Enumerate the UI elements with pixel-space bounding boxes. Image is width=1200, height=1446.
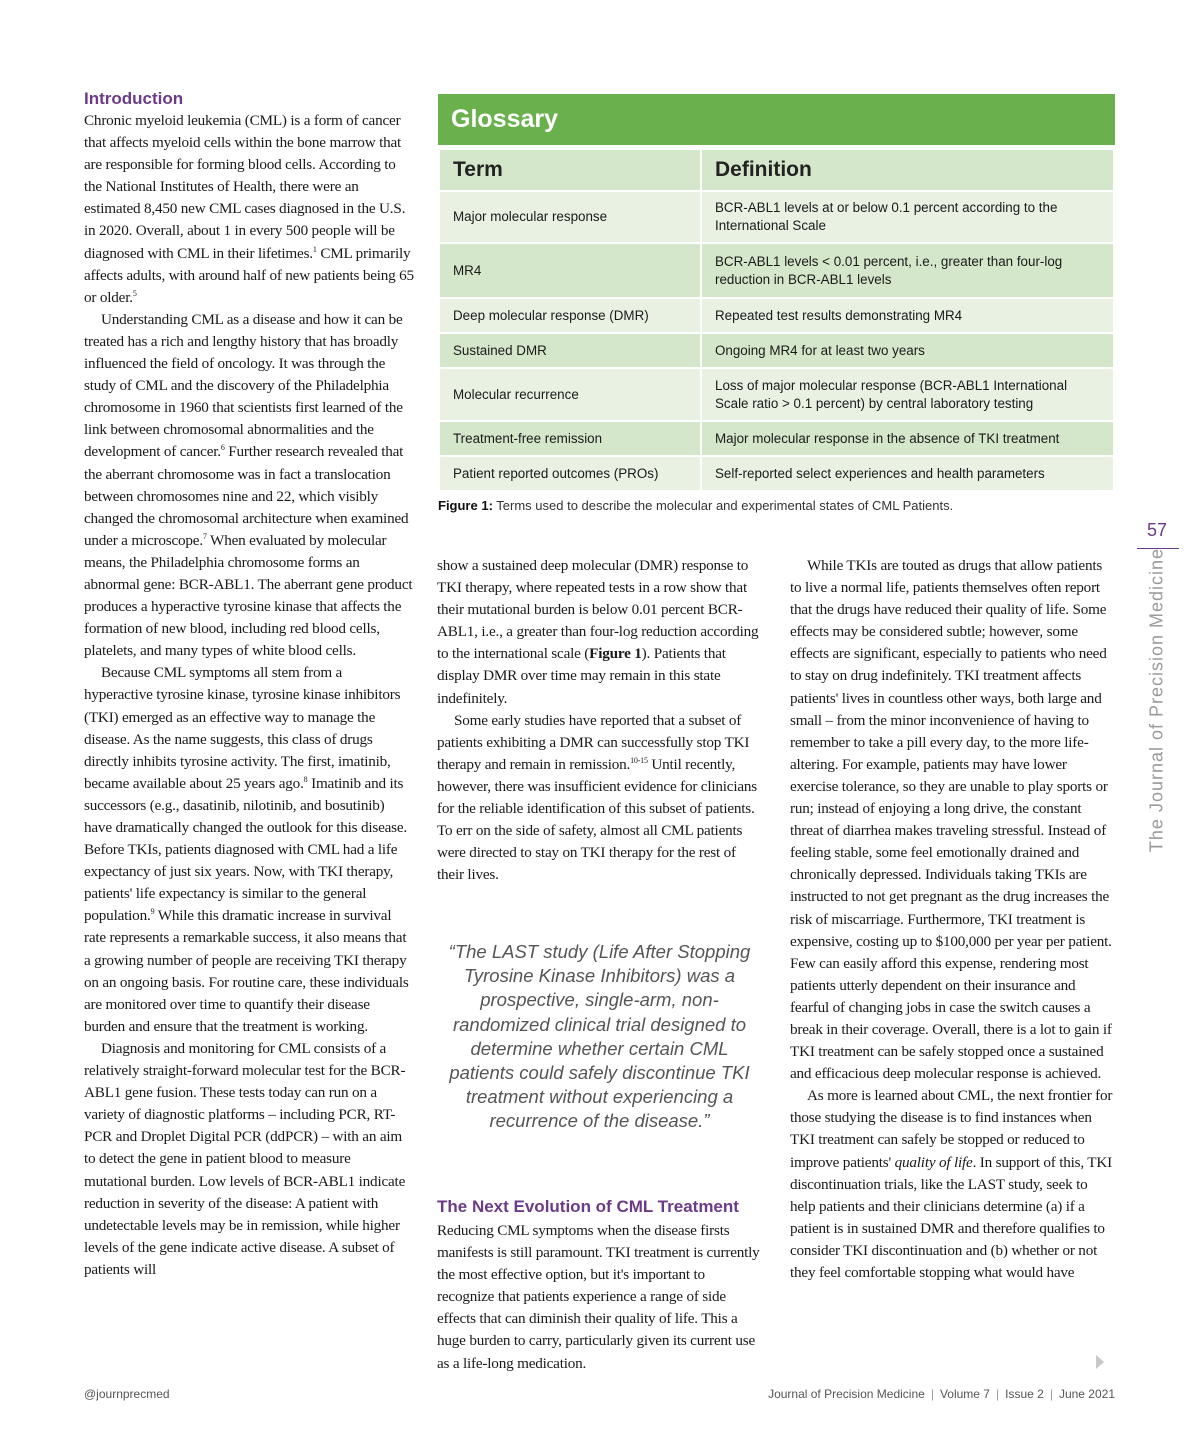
- glossary-title: Glossary: [438, 94, 1115, 145]
- glossary-definition: Self-reported select experiences and health parameters: [701, 456, 1114, 491]
- glossary-term: Sustained DMR: [439, 333, 701, 368]
- glossary-col-term: Term: [439, 149, 701, 191]
- pull-quote: “The LAST study (Life After Stopping Tyrosine Kinase Inhibitors) was a prospective, single-arm, non-randomized clinical trial designed to determine whether certain CML patients could safely discontinue TKI treatment without experiencing a recurrence of the disease.”: [448, 941, 751, 1132]
- table-row: [439, 333, 1114, 368]
- text-run: Understanding CML as a disease and how it can be treated has a rich and lengthy history that has broadly influenced the field of oncology. It was through the study of CML and the discovery of the Philadelphia chromosome in 1960 that scientists first learned of the link between chromosomal abnormalities and the development of cancer.: [84, 310, 403, 461]
- intro-paragraph: [84, 662, 414, 1038]
- page-number: 57: [1146, 520, 1168, 540]
- middle-paragraph: Reducing CML symptoms when the disease firsts manifests is still paramount. TKI treatment is currently the most effective option, but it's important to recognize that patients experience a range of side effects that can diminish their quality of life. This a huge burden to carry, particularly given its current use as a life-long medication.: [437, 1222, 760, 1372]
- footer-handle: @journprecmed: [84, 1387, 170, 1401]
- footer-volume: Volume 7: [939, 1387, 990, 1401]
- text-run: Further research revealed that the aberrant chromosome was in fact a translocation between chromosomes nine and 22, which visibly changed the chromosomal architecture when examined under a microscope.: [84, 443, 409, 549]
- table-row: [439, 421, 1114, 456]
- glossary-term: Treatment-free remission: [439, 421, 701, 456]
- glossary-definition: BCR-ABL1 levels at or below 0.1 percent according to the International Scale: [701, 191, 1114, 243]
- glossary-term: Major molecular response: [439, 191, 701, 243]
- figure-label: Figure 1:: [438, 498, 493, 513]
- glossary-definition: Ongoing MR4 for at least two years: [701, 333, 1114, 368]
- glossary-term: MR4: [439, 243, 701, 298]
- glossary-definition: Loss of major molecular response (BCR-ABL1 International Scale ratio > 0.1 percent) by central laboratory testing: [701, 368, 1114, 421]
- reference-marker: 7: [202, 531, 207, 541]
- table-row: [439, 243, 1114, 298]
- sidebar-journal-text: The Journal of Precision Medicine: [1146, 547, 1167, 853]
- right-paragraph: While TKIs are touted as drugs that allow patients to live a normal life, patients themselves often report that the drugs have reduced their quality of life. Some effects may be considered subtle; however, some effects are significant, especially to patients who need to stay on drug indefinitely. TKI treatment affects patients' lives in countless other ways, both large and small – from the minor inconvenience of having to remember to take a pill every day, to the more life-altering. For example, patients may have lower exercise tolerance, so they are unable to play sports or run; instead of enjoying a long drive, the constant threat of diarrhea makes traveling stressful. Instead of feeling stable, some feel emotionally drained and chronically depressed. Individuals taking TKIs are instructed to not get pregnant as the drug increases the risk of miscarriage. Furthermore, TKI treatment is expensive, costing up to $100,000 per year per patient. Few can easily afford this expense, rendering most patients utterly dependent on their insurance and fearful of changing jobs in case the switch causes a break in their coverage. Overall, there is a lot to gain if TKI treatment can be safely stopped once a sustained and efficacious deep molecular response is achieved.: [790, 557, 1112, 1083]
- reference-marker: 1: [312, 244, 317, 254]
- text-run: Chronic myeloid leukemia (CML) is a form of cancer that affects myeloid cells within the bone marrow that are responsible for forming blood cells. According to the National Institutes of Health, there were an estimated 8,450 new CML cases diagnosed in the U.S. in 2020. Overall, about 1 in every 500 people will be diagnosed with CML in their lifetimes.: [84, 112, 406, 262]
- glossary-definition: BCR-ABL1 levels < 0.01 percent, i.e., greater than four-log reduction in BCR-ABL1 levels: [701, 243, 1114, 298]
- text-run: Some early studies have reported that a subset of patients exhibiting a DMR can successfully stop TKI therapy and remain in remission.: [437, 711, 750, 773]
- glossary-col-definition: Definition: [701, 149, 1114, 191]
- text-run: show a sustained deep molecular (DMR) response to TKI therapy, where repeated tests in a row show that their mutational burden is below 0.01 percent BCR-ABL1, i.e., a greater than four-log reduction according to the international scale (: [437, 557, 759, 663]
- text-run: . In support of this, TKI discontinuation trials, like the LAST study, seek to help patients and their clinicians determine (a) if a patient is in sustained DMR and therefore qualifies to consider TKI discontinuation and (b) whether or not they feel comfortable stopping what would have: [790, 1153, 1113, 1281]
- figure-reference: Figure 1: [589, 645, 642, 663]
- figure-caption-text: Terms used to describe the molecular and experimental states of CML Patients.: [492, 498, 954, 513]
- glossary-term: Deep molecular response (DMR): [439, 298, 701, 333]
- middle-paragraph: [437, 555, 762, 710]
- middle-body-2: [437, 1220, 762, 1375]
- text-run: While this dramatic increase in survival rate represents a remarkable success, it also means that a growing number of people are receiving TKI therapy on an ongoing basis. For routine care, these individuals are monitored over time to quantify their disease burden and ensure that the treatment is working.: [84, 907, 409, 1035]
- text-run: When evaluated by molecular means, the Philadelphia chromosome forms an abnormal gene: BCR-ABL1. The aberrant gene product produces a hyperactive tyrosine kinase that affects the formation of new blood, including red blood cells, platelets, and many types of white blood cells.: [84, 531, 413, 660]
- reference-marker: 10-15: [630, 755, 648, 765]
- table-row: [439, 298, 1114, 333]
- reference-marker: 8: [303, 774, 308, 784]
- right-paragraph: [790, 1085, 1115, 1284]
- glossary-term: Molecular recurrence: [439, 368, 701, 421]
- glossary-header-row: [439, 149, 1114, 191]
- continue-arrow-icon: [1096, 1355, 1104, 1369]
- text-run: Until recently, however, there was insufficient evidence for clinicians for the reliable identification of this subset of patients. To err on the side of safety, almost all CML patients were directed to stay on TKI therapy for the rest of their lives.: [437, 755, 757, 884]
- footer-separator: |: [995, 1387, 1000, 1401]
- intro-paragraph: [84, 309, 414, 663]
- intro-paragraph: Diagnosis and monitoring for CML consists of a relatively straight-forward molecular test for the BCR-ABL1 gene fusion. These tests today can run on a variety of diagnostic platforms – including PCR, RT-PCR and Droplet Digital PCR (ddPCR) – with an aim to detect the gene in patient blood to measure mutational burden. Low levels of BCR-ABL1 indicate reduction in severity of the disease: A patient with undetectable levels may be in remission, while higher levels of the gene indicate active disease. A subset of patients will: [84, 1039, 406, 1278]
- emphasis: quality of life: [894, 1153, 973, 1171]
- text-run: As more is learned about CML, the next frontier for those studying the disease is to find instances when TKI treatment can safely be stopped or reduced to improve patients': [790, 1087, 1113, 1171]
- reference-marker: 9: [150, 907, 155, 917]
- glossary-definition: Major molecular response in the absence of TKI treatment: [701, 421, 1114, 456]
- glossary-table: [438, 94, 1115, 492]
- reference-marker: 6: [220, 443, 225, 453]
- glossary-grid: [438, 148, 1115, 492]
- middle-body: [437, 555, 762, 886]
- table-row: [439, 191, 1114, 243]
- footer-journal: Journal of Precision Medicine: [768, 1387, 925, 1401]
- footer-separator: |: [930, 1387, 934, 1401]
- section-heading: The Next Evolution of CML Treatment: [437, 1197, 739, 1216]
- reference-marker: 5: [132, 288, 137, 298]
- text-run: Imatinib and its successors (e.g., dasatinib, nilotinib, and bosutinib) have dramatically changed the outlook for this disease. Before TKIs, patients diagnosed with CML had a life expectancy of just six years. Now, with TKI therapy, patients' life expectancy is similar to the general population.: [84, 774, 408, 925]
- text-run: CML primarily affects adults, with around half of new patients being 65 or older.: [84, 244, 414, 306]
- glossary-term: Patient reported outcomes (PROs): [439, 456, 701, 491]
- intro-body: [84, 110, 414, 1281]
- text-run: ). Patients that display DMR over time may remain in this state indefinitely.: [437, 645, 726, 707]
- right-body: [790, 555, 1115, 1284]
- glossary-definition: Repeated test results demonstrating MR4: [701, 298, 1114, 333]
- footer-date: June 2021: [1058, 1387, 1115, 1401]
- intro-paragraph: [84, 110, 414, 309]
- footer-citation: [768, 1387, 1115, 1401]
- text-run: Because CML symptoms all stem from a hyperactive tyrosine kinase, tyrosine kinase inhibitors (TKI) emerged as an effective way to manage the disease. As the name suggests, this class of drugs directly inhibits tyrosine activity. The first, imatinib, became available about 25 years ago.: [84, 664, 401, 792]
- footer-separator: |: [1049, 1387, 1053, 1401]
- table-row: [439, 456, 1114, 491]
- footer-issue: Issue 2: [1005, 1387, 1044, 1401]
- table-row: [439, 368, 1114, 421]
- middle-paragraph: [437, 710, 762, 887]
- figure-caption: [438, 498, 1115, 513]
- intro-heading: Introduction: [84, 89, 184, 108]
